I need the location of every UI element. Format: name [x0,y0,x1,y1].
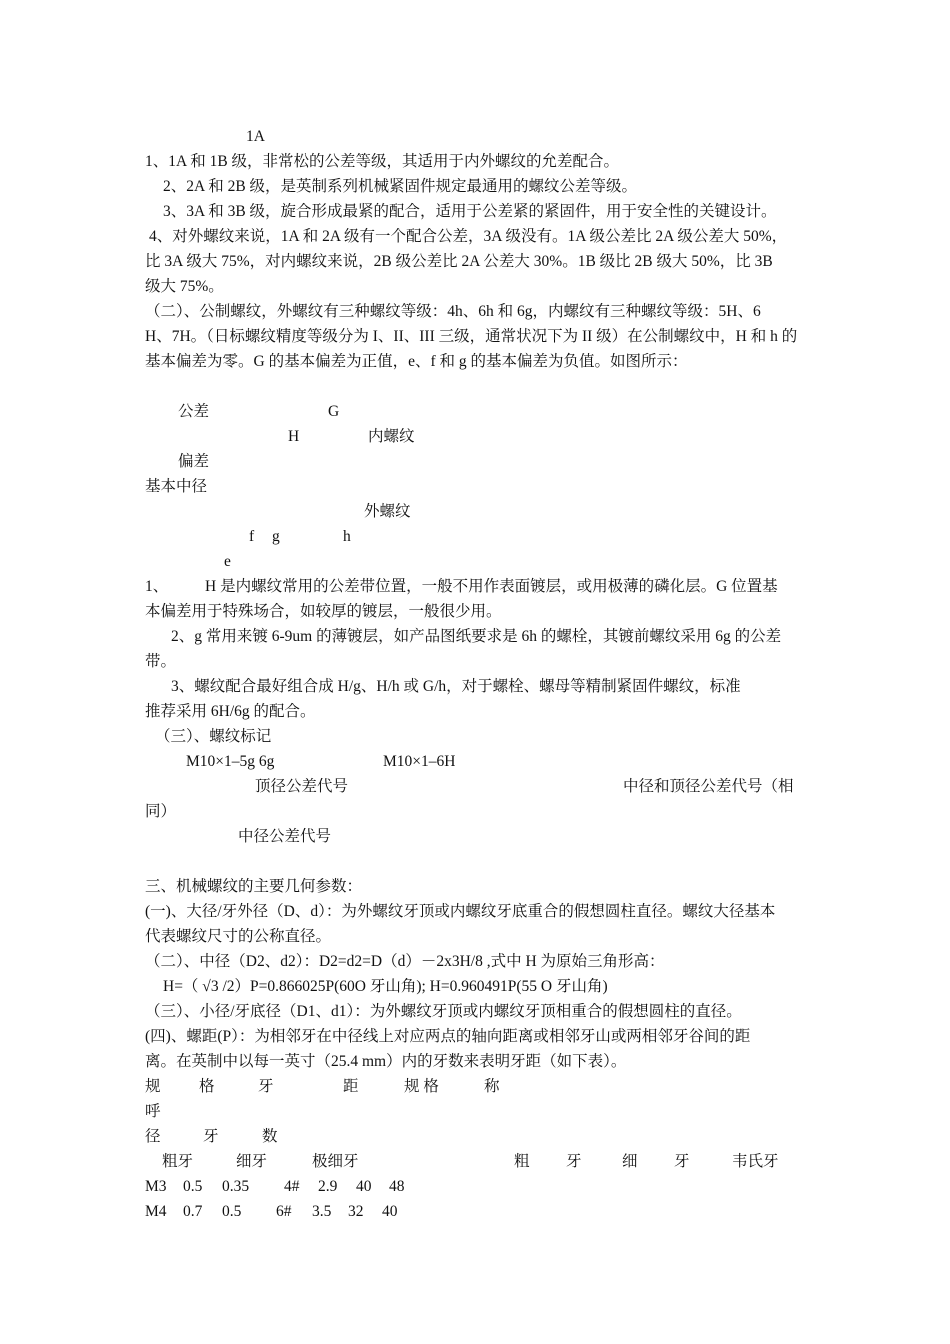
table-subheader-extra-fine: 极细牙 [312,1153,359,1170]
figure-label-G: G [328,403,340,420]
table-cell: 0.5 [222,1203,242,1220]
table-cell: 0.7 [183,1203,203,1220]
section-2-line-1: （二）、公制螺纹，外螺纹有三种螺纹等级：4h、6h 和 6g，内螺纹有三种螺纹等级：5H、6 [145,303,761,320]
thread-mark-external: M10×1–5g 6g [186,753,275,770]
paragraph-4-line-1: 4、对外螺纹来说，1A 和 2A 级有一个配合公差，3A 级没有。1A 级公差比 2A 级公差大 50%， [149,228,788,245]
param-2: （二）、中径（D2、d2）：D2=d2=D（d）－2x3H/8 ,式中 H 为原始三角形高： [145,953,665,970]
table-header-cheng: 称 [484,1078,500,1095]
section-3-heading: （三）、螺纹标记 [155,728,272,745]
table-cell: M3 [145,1178,167,1195]
param-1-line-1: (一)、大径/牙外径（D、d）：为外螺纹牙顶或内螺纹牙底重合的假想圆柱直径。螺纹大径基本 [145,903,776,920]
table-cell: 6# [276,1203,292,1220]
paragraph-4-line-2: 比 3A 级大 75%，对内螺纹来说，2B 级公差比 2A 公差大 30%。1B 级比 2B 级大 50%，比 3B [145,253,773,270]
table-cell: 4# [284,1178,300,1195]
table-cell: 3.5 [312,1203,332,1220]
param-3: （三）、小径/牙底径（D1、d1）：为外螺纹牙顶或内螺纹牙顶相重合的假想圆柱的直径。 [145,1003,742,1020]
table-header-jing: 径 [145,1128,161,1145]
table-cell: 40 [356,1178,372,1195]
figure-label-internal-thread: 内螺纹 [368,428,415,445]
table-header-guige: 规 格 [404,1078,439,1095]
table-header-ya: 牙 [258,1078,274,1095]
note-1-line-2: 本偏差用于特殊场合，如较厚的镀层，一般很少用。 [145,603,502,620]
figure-label-h: h [343,528,351,545]
label-pitch-tolerance: 中径公差代号 [238,828,332,845]
figure-label-piancha: 偏差 [178,453,210,470]
table-cell: M4 [145,1203,167,1220]
param-4-line-2: 离。在英制中以每一英寸（25.4 mm）内的牙数来表明牙距（如下表）。 [145,1053,627,1070]
table-header-shu: 数 [262,1128,278,1145]
table-header-hu: 呼 [145,1103,161,1120]
table-subheader-ya-a: 牙 [566,1153,582,1170]
paragraph-1: 1、1A 和 1B 级，非常松的公差等级，其适用于内外螺纹的允差配合。 [145,153,620,170]
table-cell: 0.35 [222,1178,250,1195]
note-3-line-2: 推荐采用 6H/6g 的配合。 [145,703,316,720]
section-2-line-2: H、7H。（日标螺纹精度等级分为 I、II、III 三级，通常状况下为 II 级）在公制螺纹中，H 和 h 的 [145,328,798,345]
label-pitch-crest-tolerance: 中径和顶径公差代号（相 [623,778,794,795]
main-section-3-heading: 三、机械螺纹的主要几何参数： [145,878,363,895]
figure-label-gongcha: 公差 [178,403,210,420]
heading-1a: 1A [246,128,265,145]
figure-label-external-thread: 外螺纹 [364,503,411,520]
label-pitch-crest-tolerance-cont: 同） [145,803,177,820]
param-2-formula: H=（ √3 /2）P=0.866025P(60O 牙山角); H=0.960491P(55 O 牙山角) [163,978,608,995]
table-subheader-fine-2: 细 [622,1153,638,1170]
section-2-line-3: 基本偏差为零。G 的基本偏差为正值，e、f 和 g 的基本偏差为负值。如图所示： [145,353,688,370]
table-header-ju: 距 [343,1078,359,1095]
table-cell: 2.9 [318,1178,338,1195]
note-2-line-2: 带。 [145,653,177,670]
table-header-ge: 格 [199,1078,215,1095]
table-header-gui: 规 [145,1078,161,1095]
paragraph-4-line-3: 级大 75%。 [145,278,224,295]
figure-label-g: g [272,528,280,545]
table-subheader-coarse-2: 粗 [514,1153,530,1170]
table-subheader-ya-b: 牙 [674,1153,690,1170]
figure-label-H: H [288,428,300,445]
table-subheader-whitworth: 韦氏牙 [732,1153,779,1170]
table-subheader-fine: 细牙 [236,1153,268,1170]
table-cell: 40 [382,1203,398,1220]
note-1-number: 1、 [145,578,169,595]
param-1-line-2: 代表螺纹尺寸的公称直径。 [145,928,332,945]
table-cell: 32 [348,1203,364,1220]
figure-label-f: f [249,528,255,545]
thread-mark-internal: M10×1–6H [383,753,456,770]
figure-label-e: e [224,553,231,570]
note-1-line-1: H 是内螺纹常用的公差带位置，一般不用作表面镀层，或用极薄的磷化层。G 位置基 [205,578,778,595]
note-2-line-1: 2、g 常用来镀 6-9um 的薄镀层，如产品图纸要求是 6h 的螺栓，其镀前螺纹采用 6g 的公差 [171,628,782,645]
paragraph-2: 2、2A 和 2B 级，是英制系列机械紧固件规定最通用的螺纹公差等级。 [163,178,638,195]
figure-label-basic-pitch-diameter: 基本中径 [145,478,208,495]
paragraph-3: 3、3A 和 3B 级，旋合形成最紧的配合，适用于公差紧的紧固件，用于安全性的关键设计。 [163,203,777,220]
note-3-line-1: 3、螺纹配合最好组合成 H/g、H/h 或 G/h，对于螺栓、螺母等精制紧固件螺纹，标准 [171,678,741,695]
param-4-line-1: (四)、螺距(P）：为相邻牙在中径线上对应两点的轴向距离或相邻牙山或两相邻牙谷间的距 [145,1028,751,1045]
table-header-ya2: 牙 [203,1128,219,1145]
table-cell: 0.5 [183,1178,203,1195]
table-subheader-coarse: 粗牙 [162,1153,194,1170]
label-crest-tolerance: 顶径公差代号 [255,778,349,795]
table-cell: 48 [389,1178,405,1195]
